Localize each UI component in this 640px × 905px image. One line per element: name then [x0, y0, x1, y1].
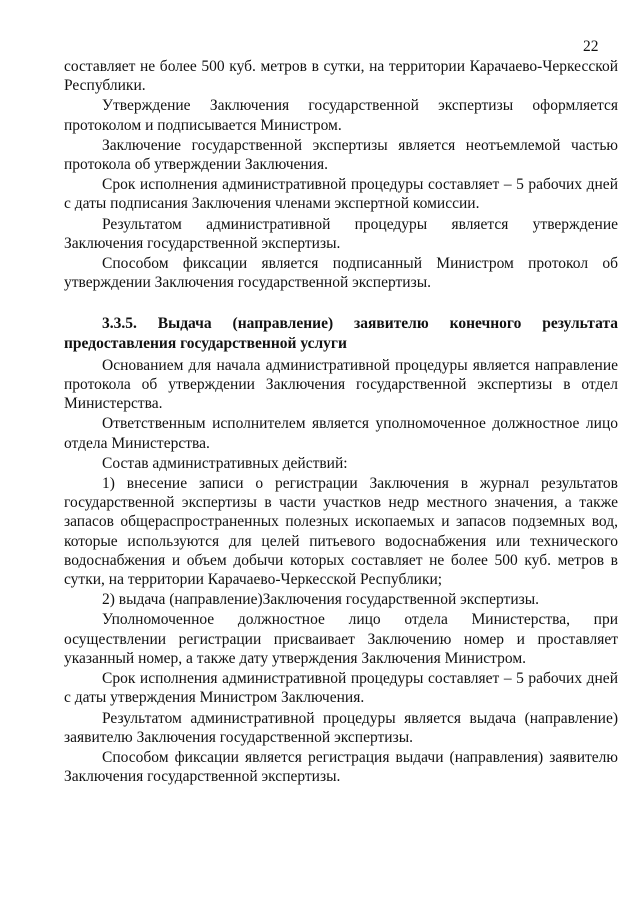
paragraph-integral-part: Заключение государственной экспертизы является неотъемлемой частью протокола об утверждении Заключения.: [64, 136, 618, 174]
paragraph-result: Результатом административной процедуры является утверждение Заключения государственной экспертизы.: [64, 215, 618, 252]
section-heading: 3.3.5. Выдача (направление) заявителю конечного результата предоставления государственной услуги: [64, 315, 618, 352]
paragraph-action-2: 2) выдача (направление)Заключения государственной экспертизы.: [102, 591, 540, 609]
paragraph-action-1: 1) внесение записи о регистрации Заключения в журнал результатов государственной экспертизы в части участков недр местного значения, а также запасов общераспространенных полезных ископаемых и запасов подземных вод, которые используются для целей питьевого водоснабжения или технического водоснабжения и объем добычи которых составляет не более 500 куб. метров в сутки, на территории Карачаево-Черкесской Республики;: [64, 475, 618, 589]
paragraph-section-deadline: Срок исполнения административной процедуры составляет – 5 рабочих дней с даты утверждения Министром Заключения.: [64, 670, 618, 707]
paragraph-continuation: составляет не более 500 куб. метров в сутки, на территории Карачаево-Черкесской Республики.: [64, 58, 618, 95]
paragraph-deadline: Срок исполнения административной процедуры составляет – 5 рабочих дней с даты подписания Заключения членами экспертной комиссии.: [64, 176, 618, 213]
paragraph-section-result: Результатом административной процедуры является выдача (направление) заявителю Заключения государственной экспертизы.: [64, 709, 618, 746]
page-number: 22: [583, 38, 599, 55]
document-body: [64, 57, 618, 786]
paragraph-fixation: Способом фиксации является подписанный Министром протокол об утверждении Заключения государственной экспертизы.: [64, 255, 618, 292]
paragraph-responsible: Ответственным исполнителем является уполномоченное должностное лицо отдела Министерства.: [64, 415, 618, 452]
paragraph-registration: Уполномоченное должностное лицо отдела Министерства, при осуществлении регистрации присваивает Заключению номер и проставляет указанный номер, а также дату утверждения Заключения Министром.: [64, 611, 618, 667]
paragraph-approval: Утверждение Заключения государственной экспертизы оформляется протоколом и подписывается Министром.: [64, 97, 618, 134]
paragraph-section-fixation: Способом фиксации является регистрация выдачи (направления) заявителю Заключения государственной экспертизы.: [64, 748, 618, 786]
paragraph-basis: Основанием для начала административной процедуры является направление протокола об утверждении Заключения государственной экспертизы в отдел Министерства.: [64, 356, 618, 413]
paragraph-actions-title: Состав административных действий:: [102, 454, 348, 472]
